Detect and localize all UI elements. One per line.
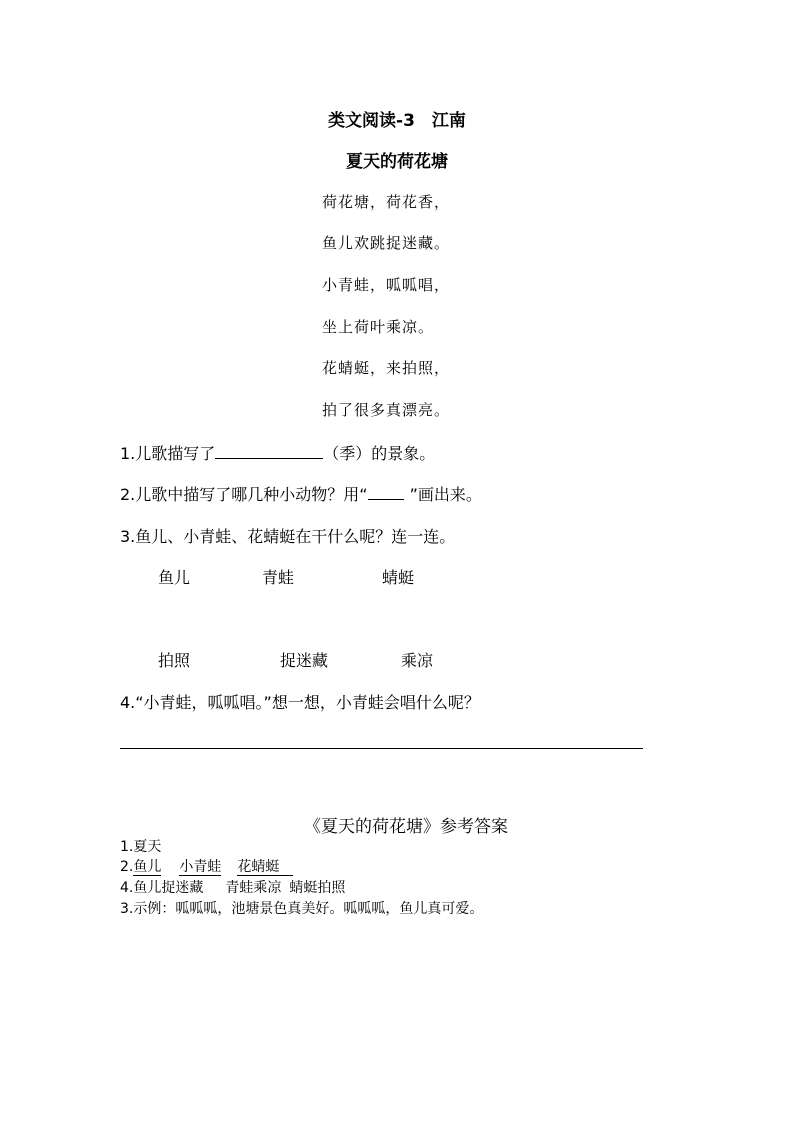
answer-2-item-1: 鱼儿 — [133, 859, 162, 875]
answer-4-item-1: 鱼儿捉迷藏 — [133, 880, 204, 896]
question-4: 4.“小青蛙，呱呱唱。”想一想，小青蛙会唱什么呢？ — [120, 693, 480, 712]
poem-line-1: 荷花塘，荷花香， — [322, 193, 451, 211]
answer-2 — [120, 856, 293, 876]
question-2 — [120, 482, 482, 505]
question-1-before: 1.儿歌描写了 — [120, 444, 216, 463]
answer-4 — [120, 877, 345, 897]
answer-key-title: 《夏天的荷花塘》参考答案 — [304, 817, 508, 837]
answer-4-prefix: 4. — [120, 880, 134, 896]
question-2-before: 2.儿歌中描写了哪几种小动物？用“ — [120, 485, 368, 504]
poem-line-5: 花蜻蜓，来拍照， — [322, 359, 451, 377]
match-top-3[interactable]: 蜻蜓 — [382, 568, 415, 587]
match-top-1[interactable]: 鱼儿 — [158, 568, 191, 587]
match-bottom-3[interactable]: 乘凉 — [401, 651, 434, 670]
question-1-after: （季）的景象。 — [323, 444, 436, 463]
poem-line-6: 拍了很多真漂亮。 — [322, 401, 451, 419]
answer-2-item-3: 花蜻蜓 — [237, 859, 280, 875]
poem-line-4: 坐上荷叶乘凉。 — [322, 318, 435, 336]
poem-title: 夏天的荷花塘 — [346, 152, 448, 172]
answer-2-item-2: 小青蛙 — [179, 859, 222, 875]
answer-blank-1[interactable] — [215, 444, 323, 459]
question-1 — [120, 441, 435, 464]
answer-3: 3.示例：呱呱呱，池塘景色真美好。呱呱呱，鱼儿真可爱。 — [120, 901, 484, 917]
poem-line-2: 鱼儿欢跳捉迷藏。 — [322, 234, 451, 252]
answer-2-prefix: 2. — [120, 859, 134, 875]
question-3: 3.鱼儿、小青蛙、花蜻蜓在干什么呢？连一连。 — [120, 527, 456, 546]
match-top-2[interactable]: 青蛙 — [262, 568, 295, 587]
match-bottom-2[interactable]: 捉迷藏 — [280, 651, 329, 670]
answer-4-item-3: 蜻蜓拍照 — [289, 880, 346, 896]
page-title: 类文阅读-3 江南 — [328, 111, 466, 131]
answer-4-item-2: 青蛙乘凉 — [225, 880, 282, 896]
poem-line-3: 小青蛙，呱呱唱， — [322, 276, 451, 294]
match-bottom-1[interactable]: 拍照 — [158, 651, 191, 670]
underline-sample — [368, 485, 404, 500]
answer-line-4[interactable] — [120, 748, 643, 749]
question-2-after: ”画出来。 — [409, 485, 482, 504]
answer-1: 1.夏天 — [120, 839, 162, 855]
